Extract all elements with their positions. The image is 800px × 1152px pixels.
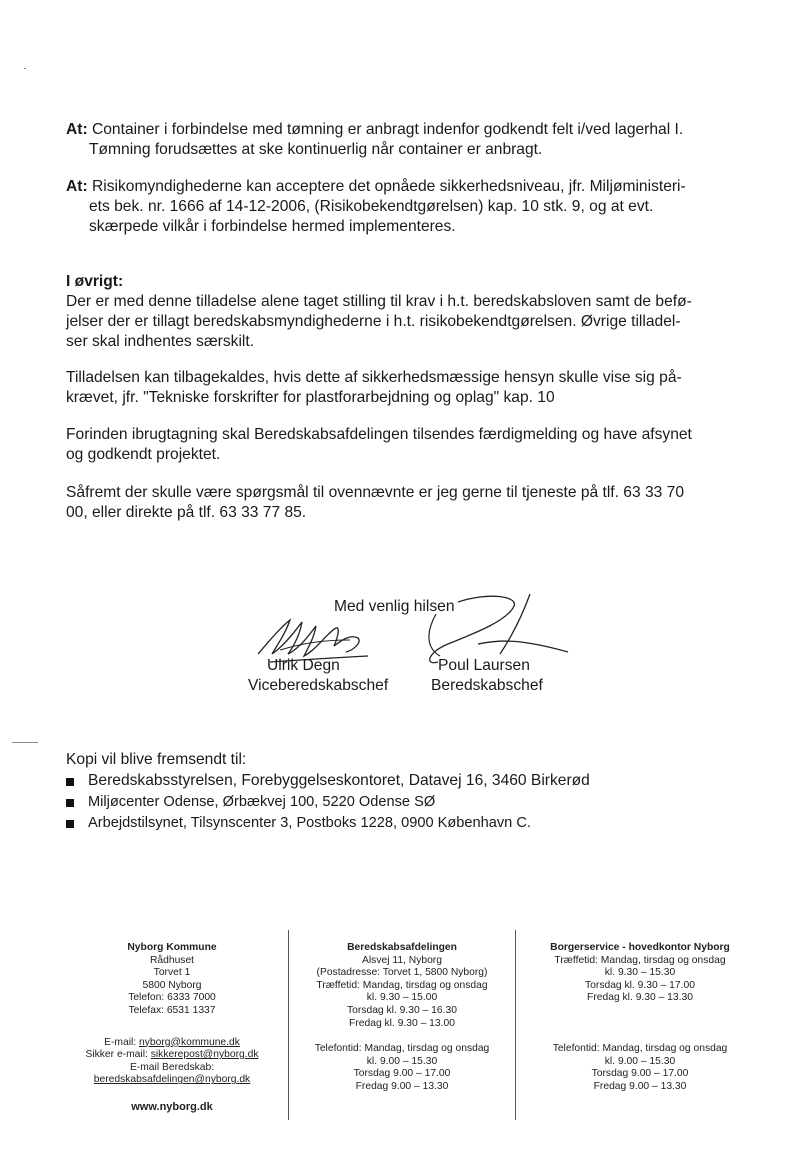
copy-heading: Kopi vil blive fremsendt til: (66, 751, 247, 768)
footer-line: Torsdag kl. 9.30 – 17.00 (585, 979, 695, 991)
footer-line: Telefon: 6333 7000 (128, 992, 216, 1004)
recipient-text: Beredskabsstyrelsen, Forebyggelseskontoret, Datavej 16, 3460 Birkerød (88, 772, 590, 789)
copy-list (66, 771, 590, 834)
footer-line: Torvet 1 (153, 967, 191, 979)
paragraph-line: og godkendt projektet. (66, 446, 221, 463)
footer-line: Torsdag kl. 9.30 – 16.30 (347, 1004, 457, 1016)
paragraph-completion (66, 425, 692, 465)
paragraph-line: jelser der er tillagt beredskabsmyndighederne i h.t. risikobekendtgørelsen. Øvrige tilladel- (66, 313, 681, 330)
signer-title: Viceberedskabschef (248, 677, 389, 694)
list-item (66, 771, 590, 792)
beredskab-email-link[interactable]: beredskabsafdelingen@nyborg.dk (93, 1074, 251, 1086)
scan-mark (12, 742, 38, 743)
footer-borgerservice (522, 942, 758, 1093)
footer-line: Torsdag 9.00 – 17.00 (591, 1068, 689, 1080)
recipient-text: Arbejdstilsynet, Tilsynscenter 3, Postboks 1228, 0900 København C. (88, 815, 531, 831)
paragraph-contact (66, 483, 684, 523)
paragraph-line: Såfremt der skulle være spørgsmål til ovennævnte er jeg gerne til tjeneste på tlf. 63 33 70 (66, 484, 684, 501)
at-label: At: (66, 121, 88, 138)
secure-email-link[interactable]: sikkerepost@nyborg.dk (150, 1049, 259, 1061)
secure-email-label: Sikker e-mail: (85, 1049, 148, 1061)
footer-line: Fredag 9.00 – 13.30 (593, 1080, 687, 1092)
footer-line: Telefontid: Mandag, tirsdag og onsdag (552, 1042, 728, 1054)
copy-recipients (66, 750, 590, 834)
at-text-line: skærpede vilkår i forbindelse hermed implementeres. (89, 218, 456, 235)
email-link[interactable]: nyborg@kommune.dk (139, 1036, 240, 1048)
paragraph-line: Tilladelsen kan tilbagekaldes, hvis dette af sikkerhedsmæssige hensyn skulle vise sig på- (66, 369, 682, 386)
paragraph-line: Der er med denne tilladelse alene taget stilling til krav i h.t. beredskabsloven samt de befø- (66, 293, 692, 310)
website-link[interactable]: www.nyborg.dk (131, 1100, 213, 1113)
square-bullet-icon (66, 799, 74, 807)
at-text-line: ets bek. nr. 1666 af 14-12-2006, (Risikobekendtgørelsen) kap. 10 stk. 9, og at evt. (89, 198, 654, 215)
signer-name: Poul Laursen (438, 657, 530, 674)
footer-line: Træffetid: Mandag, tirsdag og onsdag (316, 979, 488, 991)
at-item-2 (66, 177, 746, 237)
footer-beredskab (294, 942, 510, 1094)
signer-title: Beredskabschef (431, 677, 543, 694)
footer-line: kl. 9.30 – 15.00 (366, 992, 438, 1004)
paragraph-revocation (66, 368, 682, 408)
footer-municipality (62, 942, 282, 1114)
footer-line: Fredag 9.00 – 13.30 (355, 1080, 449, 1092)
footer-divider (515, 930, 516, 1120)
paragraph-line: ser skal indhentes særskilt. (66, 333, 255, 350)
footer-line: Telefax: 6531 1337 (128, 1004, 216, 1016)
square-bullet-icon (66, 778, 74, 786)
footer-divider (288, 930, 289, 1120)
paragraph-line: krævet, jfr. "Tekniske forskrifter for plastforarbejdning og oplag" kap. 10 (66, 389, 555, 406)
footer-line: 5800 Nyborg (142, 979, 202, 991)
list-item (66, 792, 590, 813)
recipient-text: Miljøcenter Odense, Ørbækvej 100, 5220 Odense SØ (88, 794, 436, 810)
signer-name: Ulrik Degn (267, 657, 340, 674)
email-label: E-mail: (104, 1036, 137, 1048)
footer-line: Fredag kl. 9.30 – 13.30 (587, 992, 693, 1004)
footer-title: Borgerservice - hovedkontor Nyborg (550, 942, 730, 953)
beredskab-email-label: E-mail Beredskab: (129, 1061, 215, 1073)
closing-greeting: Med venlig hilsen (334, 598, 455, 615)
footer-line: (Postadresse: Torvet 1, 5800 Nyborg) (316, 967, 488, 979)
at-label: At: (66, 178, 88, 195)
paragraph-line: Forinden ibrugtagning skal Beredskabsafdelingen tilsendes færdigmelding og have afsynet (66, 426, 692, 443)
footer-line: kl. 9.00 – 15.30 (366, 1055, 438, 1067)
at-text-line: Risikomyndighederne kan acceptere det opnåede sikkerhedsniveau, jfr. Miljøministeri- (92, 178, 686, 195)
footer-line: kl. 9.30 – 15.30 (604, 967, 676, 979)
paragraph-line: 00, eller direkte på tlf. 63 33 77 85. (66, 504, 307, 521)
footer-title: Beredskabsafdelingen (347, 942, 457, 953)
at-item-1 (66, 120, 746, 160)
footer-line: Alsvej 11, Nyborg (362, 954, 442, 966)
footer-line: Telefontid: Mandag, tirsdag og onsdag (314, 1043, 490, 1055)
at-text-line: Container i forbindelse med tømning er anbragt indenfor godkendt felt i/ved lagerhal I. (92, 121, 684, 138)
footer-line: Rådhuset (149, 954, 195, 966)
ovrigt-heading: I øvrigt: (66, 273, 124, 290)
at-text-line: Tømning forudsættes at ske kontinuerlig når container er anbragt. (89, 141, 543, 158)
list-item (66, 813, 590, 834)
footer-line: kl. 9.00 – 15.30 (604, 1055, 676, 1067)
footer-title: Nyborg Kommune (127, 942, 217, 953)
footer-line: Torsdag 9.00 – 17.00 (353, 1068, 451, 1080)
ovrigt-section (66, 272, 692, 352)
scan-mark (24, 68, 26, 69)
footer-line: Fredag kl. 9.30 – 13.00 (349, 1017, 455, 1029)
footer-line: Træffetid: Mandag, tirsdag og onsdag (554, 954, 726, 966)
square-bullet-icon (66, 820, 74, 828)
